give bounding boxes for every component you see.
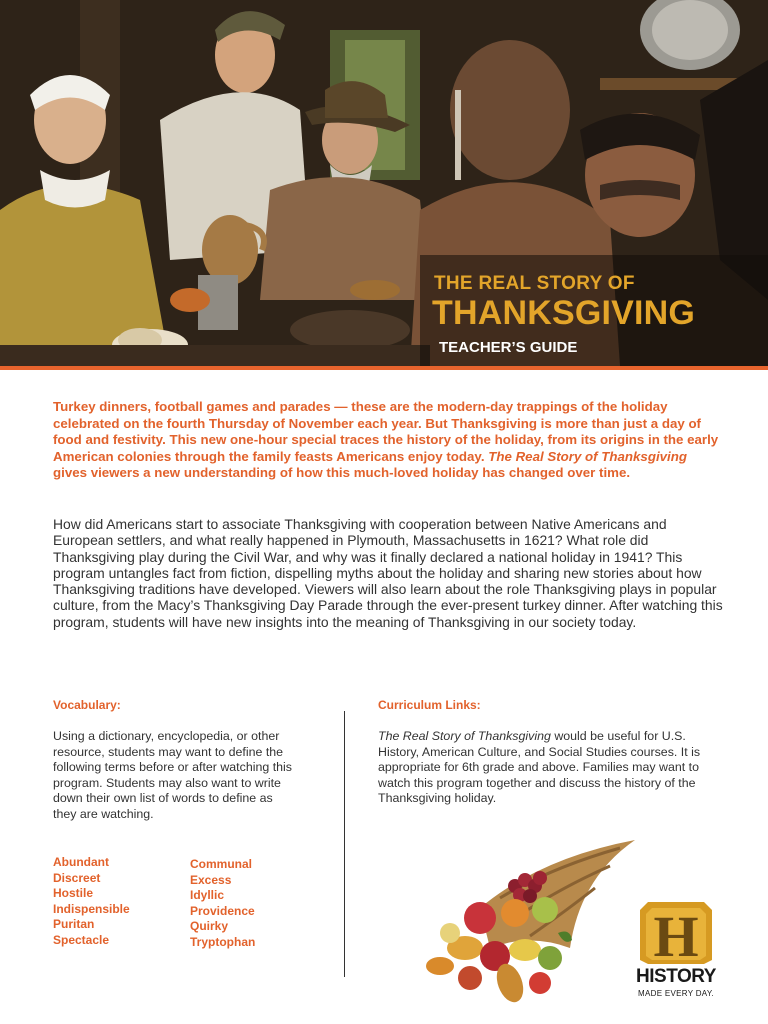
vocab-word: Abundant xyxy=(53,855,109,869)
curriculum-body: would be useful for U.S. History, American Culture, and Social Studies courses. It is appropriate for 6th grade and above. Families may want to watch this program together and discuss the history of the Thanksgiving holiday. xyxy=(378,729,701,806)
hero-subtitle: TEACHER’S GUIDE xyxy=(439,339,578,356)
vocab-word: Puritan xyxy=(53,917,95,932)
vocab-word: Discreet xyxy=(53,870,101,885)
vocab-word: Idyllic xyxy=(190,888,225,903)
history-channel-logo-icon xyxy=(628,900,724,966)
vocabulary-text: Using a dictionary, encyclopedia, or other resource, students may want to define the following terms before or after watching this program. Students may also want to write down their own list of words to define as they are watching. xyxy=(53,729,292,821)
logo-letter: H xyxy=(653,904,699,966)
intro-lead-title: The Real Story of Thanksgiving xyxy=(488,448,687,464)
column-divider xyxy=(344,711,345,977)
vocab-word: Hostile xyxy=(53,886,94,901)
vocabulary-heading: Vocabulary: xyxy=(53,698,121,712)
hero-kicker: THE REAL STORY OF xyxy=(434,273,635,294)
intro-body: How did Americans start to associate Thanksgiving with cooperation between Native Americans and European settlers, and what really happened in Plymouth, Massachusetts in 1621? What role did Thanksgiving play during the Civil War, and why was it finally declared a national holiday in 1941? This program untangles fact from fiction, dispelling myths about the holiday and sharing new stories about how Thanksgiving traditions have developed. Viewers will also learn about the role Thanksgiving plays in popular culture, from the Macy’s Thanksgiving Day Parade through the ever-present turkey dinner. After watching this program, students will have new insights into the meaning of Thanksgiving in our society today. xyxy=(53,516,723,630)
logo-tagline: MADE EVERY DAY. xyxy=(638,989,714,998)
vocab-word: Providence xyxy=(190,903,255,918)
vocab-word: Tryptophan xyxy=(190,934,256,949)
intro-lead xyxy=(53,399,723,482)
vocab-word: Excess xyxy=(190,872,232,887)
vocabulary-list-right xyxy=(190,857,255,951)
cornucopia-icon xyxy=(420,838,640,1008)
hero-divider xyxy=(0,366,768,370)
vocabulary-list-left xyxy=(53,855,130,949)
curriculum-program-title: The Real Story of Thanksgiving xyxy=(378,729,551,743)
logo-wordmark: HISTORY xyxy=(636,966,716,987)
intro-lead-text-end: gives viewers a new understanding of how this much-loved holiday has changed over time. xyxy=(53,465,631,481)
vocab-word: Quirky xyxy=(190,919,229,934)
hero-banner xyxy=(0,0,768,366)
page-title: THANKSGIVING xyxy=(432,294,696,332)
intro-lead-text: Turkey dinners, football games and parades — these are the modern-day trappings of the holiday celebrated on the fourth Thursday of November each year. But Thanksgiving is more than just a day of food and festivity. This new one-hour special traces the history of the holiday, from its origins in the early American colonies through the family feasts Americans enjoy today. xyxy=(53,399,719,464)
vocab-word: Spectacle xyxy=(53,932,110,947)
vocab-word: Indispensible xyxy=(53,901,130,916)
curriculum-text xyxy=(378,729,728,807)
curriculum-heading: Curriculum Links: xyxy=(378,698,481,712)
vocab-word: Communal xyxy=(190,857,253,871)
